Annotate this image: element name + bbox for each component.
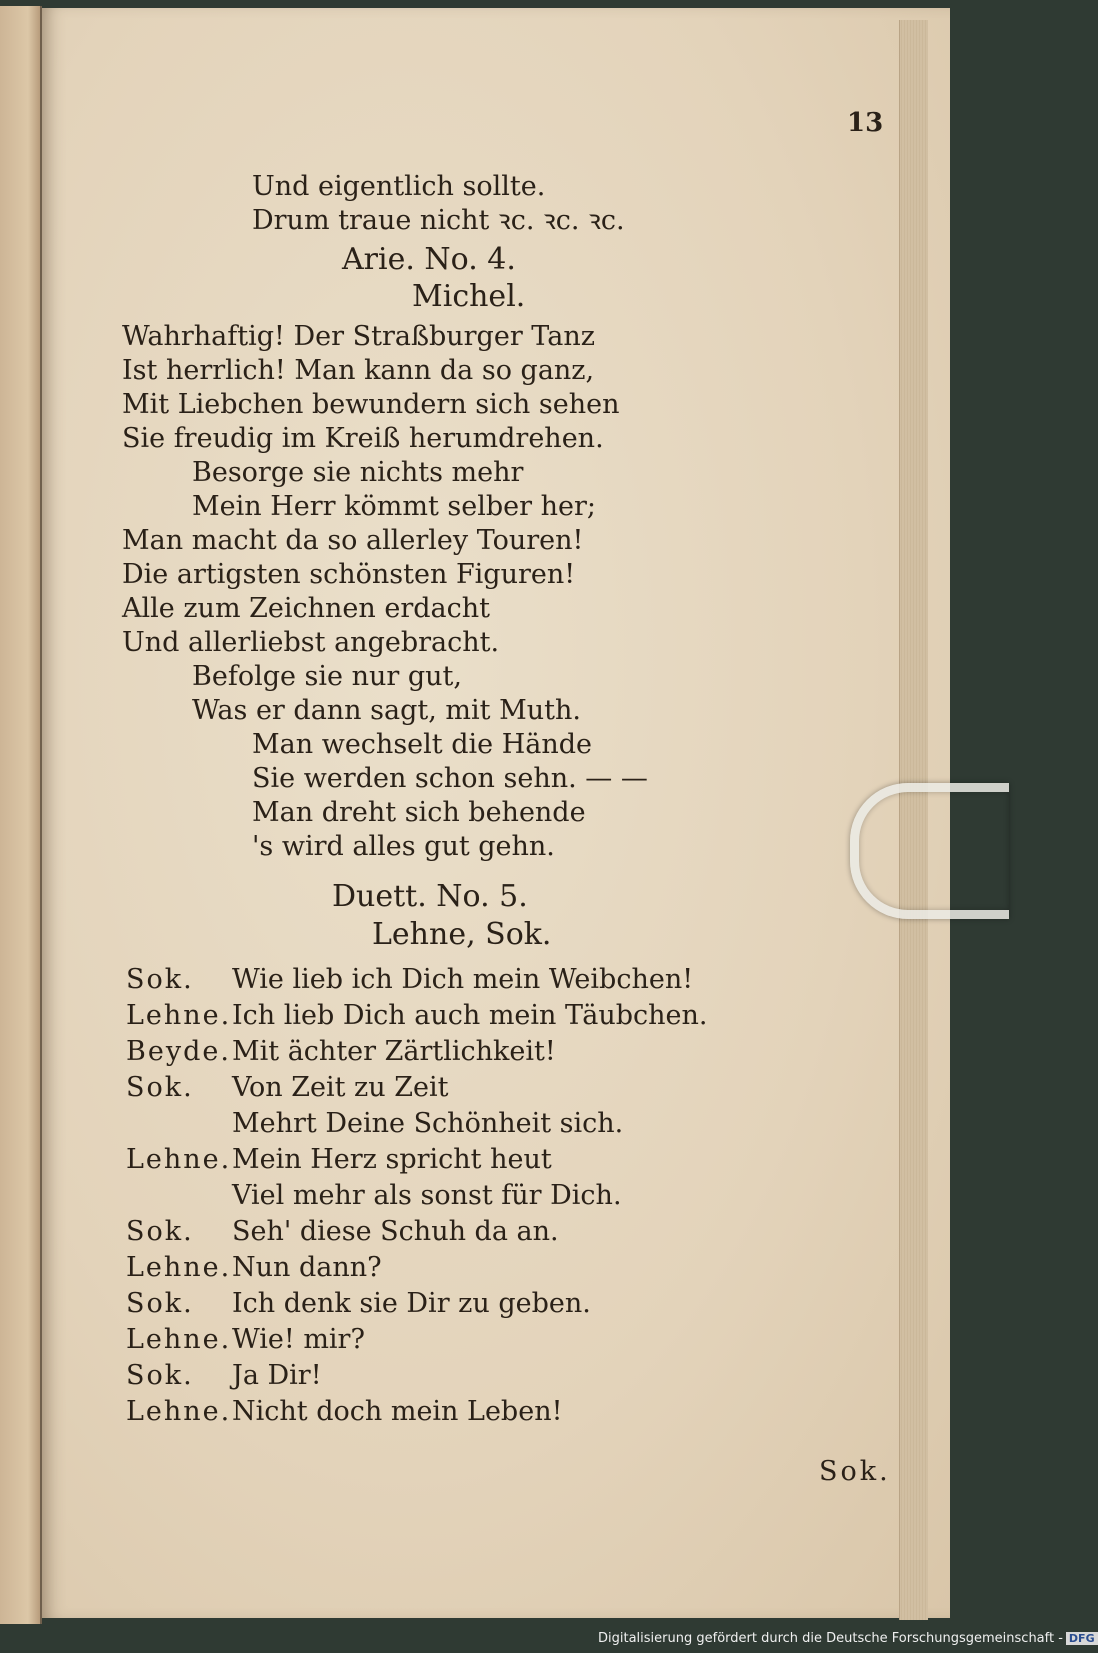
speaker-heading-lehne-sok: Lehne, Sok. — [372, 917, 552, 952]
footer-credit — [598, 1631, 1098, 1646]
dialogue-line — [126, 1107, 623, 1141]
dialogue-text: Wie! mir? — [232, 1324, 365, 1355]
text-line: 's wird alles gut gehn. — [252, 831, 555, 862]
dialogue-text: Seh' diese Schuh da an. — [232, 1216, 559, 1247]
text-line: Und eigentlich sollte. — [252, 171, 546, 202]
text-line: Alle zum Zeichnen erdacht — [122, 593, 490, 624]
dialogue-line — [126, 1179, 622, 1213]
dialogue-line — [126, 1395, 562, 1429]
dialogue-line — [126, 1323, 365, 1357]
text-line: Sie freudig im Kreiß herumdrehen. — [122, 423, 604, 454]
page-clip — [850, 783, 1009, 919]
dialogue-line — [126, 963, 693, 997]
dialogue-text: Von Zeit zu Zeit — [232, 1072, 449, 1103]
dfg-logo: DFG — [1066, 1632, 1098, 1645]
speaker-name: Sok. — [126, 1072, 194, 1103]
left-page-edge — [0, 6, 42, 1624]
dialogue-text: Mein Herz spricht heut — [232, 1144, 552, 1175]
dialogue-text: Wie lieb ich Dich mein Weibchen! — [232, 964, 694, 995]
speaker-heading-michel: Michel. — [412, 279, 526, 314]
speaker-name: Lehne. — [126, 1144, 232, 1175]
speaker-name: Lehne. — [126, 1000, 232, 1031]
speaker-name: Lehne. — [126, 1396, 232, 1427]
dialogue-text: Mehrt Deine Schönheit sich. — [232, 1108, 624, 1139]
dialogue-line — [126, 1215, 559, 1249]
section-heading-duett: Duett. No. 5. — [332, 879, 528, 914]
dialogue-text: Ich denk sie Dir zu geben. — [232, 1288, 591, 1319]
speaker-name: Sok. — [126, 1216, 194, 1247]
text-line: Sie werden schon sehn. — — — [252, 763, 648, 794]
dialogue-line — [126, 1359, 322, 1393]
text-line: Wahrhaftig! Der Straßburger Tanz — [122, 321, 595, 352]
speaker-name: Lehne. — [126, 1324, 232, 1355]
dialogue-text: Nicht doch mein Leben! — [232, 1396, 563, 1427]
text-line: Und allerliebst angebracht. — [122, 627, 500, 658]
speaker-name: Sok. — [126, 1288, 194, 1319]
catchword: Sok. — [819, 1456, 891, 1487]
speaker-name: Sok. — [126, 1360, 194, 1391]
text-line: Man dreht sich behende — [252, 797, 586, 828]
speaker-name: Sok. — [126, 964, 194, 995]
dialogue-text: Viel mehr als sonst für Dich. — [232, 1180, 622, 1211]
text-line: Drum traue nicht ꝛc. ꝛc. ꝛc. — [252, 205, 625, 236]
dialogue-line — [126, 1143, 552, 1177]
dialogue-text: Ich lieb Dich auch mein Täubchen. — [232, 1000, 708, 1031]
page-number: 13 — [847, 108, 884, 138]
book-page — [42, 8, 950, 1618]
dialogue-line — [126, 1287, 591, 1321]
speaker-name: Beyde. — [126, 1036, 231, 1067]
text-line: Besorge sie nichts mehr — [192, 457, 524, 488]
dialogue-line — [126, 999, 707, 1033]
dialogue-line — [126, 1071, 448, 1105]
text-line: Die artigsten schönsten Figuren! — [122, 559, 576, 590]
dialogue-line — [126, 1035, 556, 1069]
text-line: Ist herrlich! Man kann da so ganz, — [122, 355, 595, 386]
dialogue-text: Ja Dir! — [232, 1360, 322, 1391]
section-heading-arie: Arie. No. 4. — [342, 242, 516, 277]
text-line: Man macht da so allerley Touren! — [122, 525, 584, 556]
text-line: Man wechselt die Hände — [252, 729, 592, 760]
dialogue-text: Nun dann? — [232, 1252, 382, 1283]
dialogue-text: Mit ächter Zärtlichkeit! — [232, 1036, 556, 1067]
text-line: Was er dann sagt, mit Muth. — [192, 695, 581, 726]
footer-text: Digitalisierung gefördert durch die Deutsche Forschungsgemeinschaft - — [598, 1631, 1063, 1646]
text-line: Mein Herr kömmt selber her; — [192, 491, 596, 522]
text-line: Mit Liebchen bewundern sich sehen — [122, 389, 620, 420]
text-line: Befolge sie nur gut, — [192, 661, 462, 692]
speaker-name: Lehne. — [126, 1252, 232, 1283]
dialogue-line — [126, 1251, 382, 1285]
